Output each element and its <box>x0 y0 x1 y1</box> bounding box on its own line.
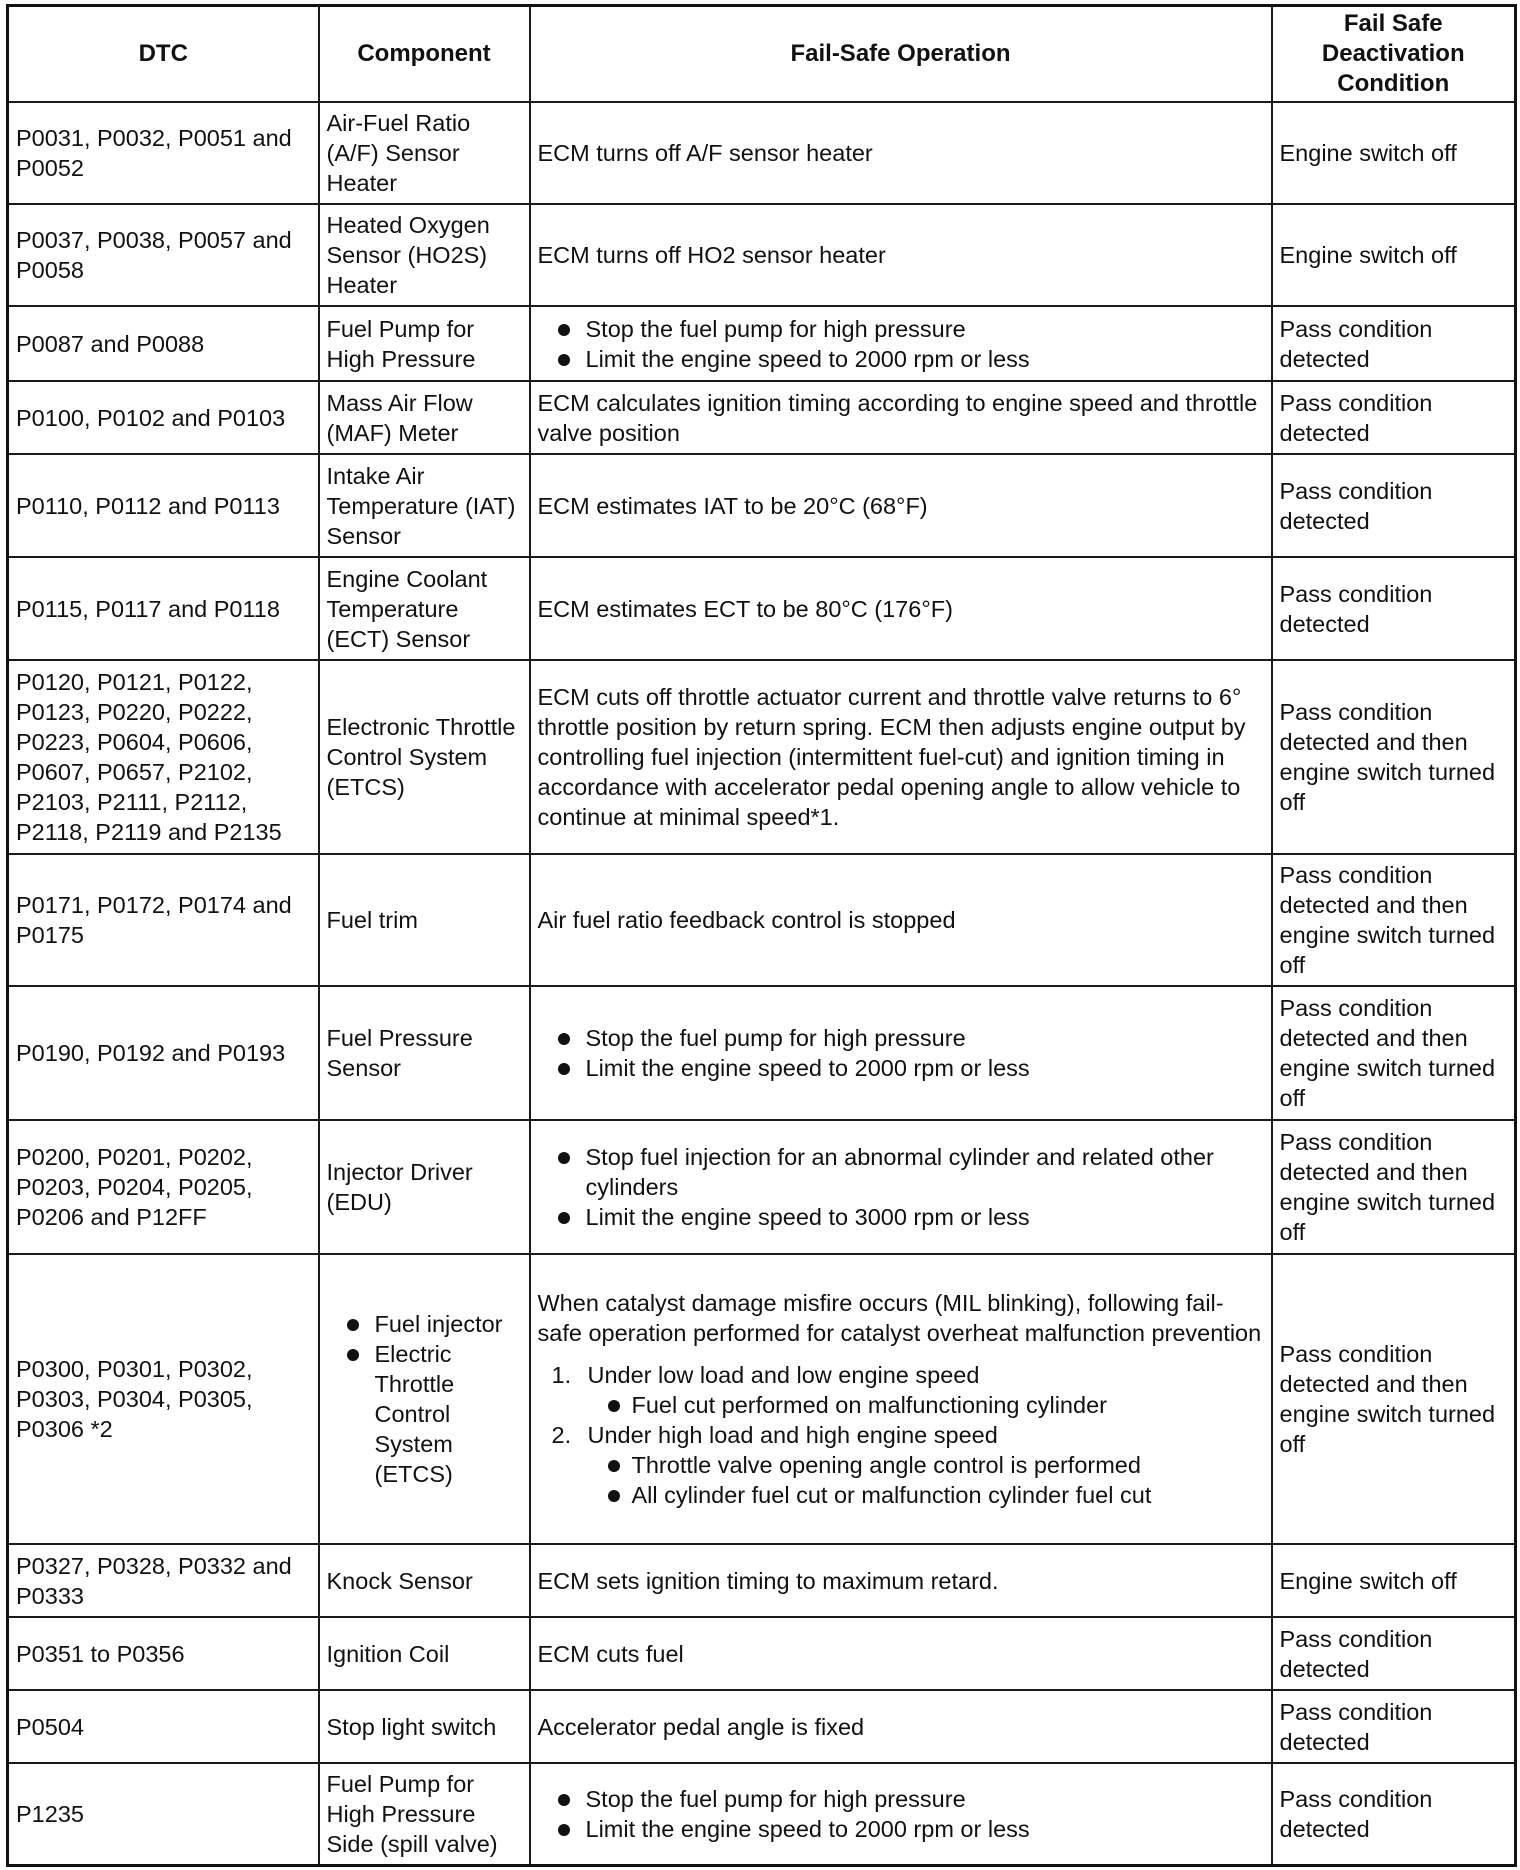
table-row <box>8 557 1516 660</box>
list-item: Fuel injector <box>327 1309 522 1339</box>
operation-intro: When catalyst damage misfire occurs (MIL blinking), following fail-safe operation performed for catalyst overheat malfunction prevention <box>537 1290 1262 1346</box>
component-bullet-list <box>327 1309 522 1489</box>
cell-deactivation: Pass condition detected and then engine switch turned off <box>1272 660 1516 854</box>
cell-component: Fuel Pump for High Pressure <box>319 306 530 381</box>
table-row <box>8 854 1516 986</box>
cell-dtc: P0110, P0112 and P0113 <box>8 454 319 557</box>
cell-dtc: P0087 and P0088 <box>8 306 319 381</box>
cell-dtc: P0037, P0038, P0057 and P0058 <box>8 204 319 306</box>
cell-operation: ECM calculates ignition timing according to engine speed and throttle valve position <box>530 381 1272 454</box>
header-component: Component <box>319 6 530 103</box>
cell-operation: ECM estimates ECT to be 80°C (176°F) <box>530 557 1272 660</box>
list-item: Fuel cut performed on malfunctioning cylinder <box>588 1390 1264 1420</box>
table-row <box>8 381 1516 454</box>
operation-bullet-list <box>538 1784 1264 1844</box>
list-item: Limit the engine speed to 2000 rpm or less <box>538 344 1264 374</box>
cell-deactivation: Pass condition detected and then engine switch turned off <box>1272 854 1516 986</box>
cell-operation: ECM estimates IAT to be 20°C (68°F) <box>530 454 1272 557</box>
cell-component: Electronic Throttle Control System (ETCS) <box>319 660 530 854</box>
cell-dtc: P0171, P0172, P0174 and P0175 <box>8 854 319 986</box>
cell-deactivation: Pass condition detected and then engine switch turned off <box>1272 986 1516 1120</box>
operation-bullet-list <box>538 314 1264 374</box>
header-row <box>8 6 1516 103</box>
step-bullet-list <box>588 1390 1264 1420</box>
table-row <box>8 1690 1516 1763</box>
list-item: Stop fuel injection for an abnormal cylinder and related other cylinders <box>538 1142 1264 1202</box>
step-text: Under low load and low engine speed <box>587 1362 980 1388</box>
cell-dtc: P0327, P0328, P0332 and P0333 <box>8 1544 319 1617</box>
list-item: All cylinder fuel cut or malfunction cylinder fuel cut <box>588 1480 1264 1510</box>
cell-deactivation: Pass condition detected <box>1272 1617 1516 1690</box>
cell-deactivation: Engine switch off <box>1272 102 1516 204</box>
table-row <box>8 1544 1516 1617</box>
cell-dtc: P0115, P0117 and P0118 <box>8 557 319 660</box>
list-item: Limit the engine speed to 2000 rpm or less <box>538 1814 1264 1844</box>
step-text: Under high load and high engine speed <box>587 1422 998 1448</box>
cell-dtc: P0031, P0032, P0051 and P0052 <box>8 102 319 204</box>
cell-component: Mass Air Flow (MAF) Meter <box>319 381 530 454</box>
cell-operation: ECM turns off A/F sensor heater <box>530 102 1272 204</box>
cell-operation: ECM turns off HO2 sensor heater <box>530 204 1272 306</box>
cell-component: Air-Fuel Ratio (A/F) Sensor Heater <box>319 102 530 204</box>
cell-operation <box>530 1763 1272 1865</box>
header-deactivation: Fail Safe Deactivation Condition <box>1272 6 1516 103</box>
cell-operation: ECM cuts off throttle actuator current and throttle valve returns to 6° throttle position by return spring. ECM then adjusts engine output by controlling fuel injection (intermittent fuel-cut) and ignition timing in accordance with accelerator pedal opening angle to allow vehicle to continue at minimal speed*1. <box>530 660 1272 854</box>
cell-dtc: P0100, P0102 and P0103 <box>8 381 319 454</box>
table-row <box>8 1254 1516 1544</box>
cell-component: Intake Air Temperature (IAT) Sensor <box>319 454 530 557</box>
cell-deactivation: Pass condition detected <box>1272 454 1516 557</box>
cell-component: Engine Coolant Temperature (ECT) Sensor <box>319 557 530 660</box>
cell-component: Fuel Pressure Sensor <box>319 986 530 1120</box>
cell-operation: ECM cuts fuel <box>530 1617 1272 1690</box>
cell-dtc: P0504 <box>8 1690 319 1763</box>
step-number: 1. <box>551 1362 572 1388</box>
cell-operation: ECM sets ignition timing to maximum retard. <box>530 1544 1272 1617</box>
cell-component: Stop light switch <box>319 1690 530 1763</box>
table-row <box>8 1763 1516 1865</box>
list-item: Throttle valve opening angle control is performed <box>588 1450 1264 1480</box>
operation-bullet-list <box>538 1142 1264 1232</box>
fail-safe-table <box>6 4 1517 1867</box>
table-row <box>8 204 1516 306</box>
operation-steps <box>538 1360 1264 1510</box>
table-row <box>8 660 1516 854</box>
cell-component: Fuel trim <box>319 854 530 986</box>
cell-dtc: P1235 <box>8 1763 319 1865</box>
table-row <box>8 306 1516 381</box>
cell-component: Knock Sensor <box>319 1544 530 1617</box>
table-row <box>8 454 1516 557</box>
cell-dtc: P0190, P0192 and P0193 <box>8 986 319 1120</box>
cell-component: Ignition Coil <box>319 1617 530 1690</box>
list-item <box>552 1360 1264 1420</box>
list-item: Electric Throttle Control System (ETCS) <box>327 1339 522 1489</box>
cell-component: Fuel Pump for High Pressure Side (spill valve) <box>319 1763 530 1865</box>
table-row <box>8 986 1516 1120</box>
cell-component <box>319 1254 530 1544</box>
cell-component: Heated Oxygen Sensor (HO2S) Heater <box>319 204 530 306</box>
cell-deactivation: Pass condition detected and then engine switch turned off <box>1272 1254 1516 1544</box>
cell-deactivation: Pass condition detected and then engine switch turned off <box>1272 1120 1516 1254</box>
table-row <box>8 1617 1516 1690</box>
cell-deactivation: Pass condition detected <box>1272 1763 1516 1865</box>
cell-operation: Air fuel ratio feedback control is stopped <box>530 854 1272 986</box>
cell-dtc: P0300, P0301, P0302, P0303, P0304, P0305, P0306 *2 <box>8 1254 319 1544</box>
cell-operation <box>530 306 1272 381</box>
header-dtc: DTC <box>8 6 319 103</box>
table-row <box>8 102 1516 204</box>
header-operation: Fail-Safe Operation <box>530 6 1272 103</box>
cell-deactivation: Engine switch off <box>1272 1544 1516 1617</box>
cell-deactivation: Pass condition detected <box>1272 557 1516 660</box>
list-item: Stop the fuel pump for high pressure <box>538 314 1264 344</box>
cell-operation <box>530 1254 1272 1544</box>
cell-dtc: P0120, P0121, P0122, P0123, P0220, P0222, P0223, P0604, P0606, P0607, P0657, P2102, P2103, P2111, P2112, P2118, P2119 and P2135 <box>8 660 319 854</box>
operation-bullet-list <box>538 1023 1264 1083</box>
cell-deactivation: Pass condition detected <box>1272 306 1516 381</box>
cell-deactivation: Pass condition detected <box>1272 1690 1516 1763</box>
table-row <box>8 1120 1516 1254</box>
list-item <box>552 1420 1264 1510</box>
cell-deactivation: Engine switch off <box>1272 204 1516 306</box>
list-item: Stop the fuel pump for high pressure <box>538 1784 1264 1814</box>
cell-dtc: P0351 to P0356 <box>8 1617 319 1690</box>
cell-component: Injector Driver (EDU) <box>319 1120 530 1254</box>
cell-deactivation: Pass condition detected <box>1272 381 1516 454</box>
list-item: Limit the engine speed to 2000 rpm or less <box>538 1053 1264 1083</box>
cell-operation: Accelerator pedal angle is fixed <box>530 1690 1272 1763</box>
cell-operation <box>530 1120 1272 1254</box>
step-bullet-list <box>588 1450 1264 1510</box>
cell-operation <box>530 986 1272 1120</box>
list-item: Stop the fuel pump for high pressure <box>538 1023 1264 1053</box>
list-item: Limit the engine speed to 3000 rpm or less <box>538 1202 1264 1232</box>
cell-dtc: P0200, P0201, P0202, P0203, P0204, P0205, P0206 and P12FF <box>8 1120 319 1254</box>
step-number: 2. <box>551 1422 572 1448</box>
